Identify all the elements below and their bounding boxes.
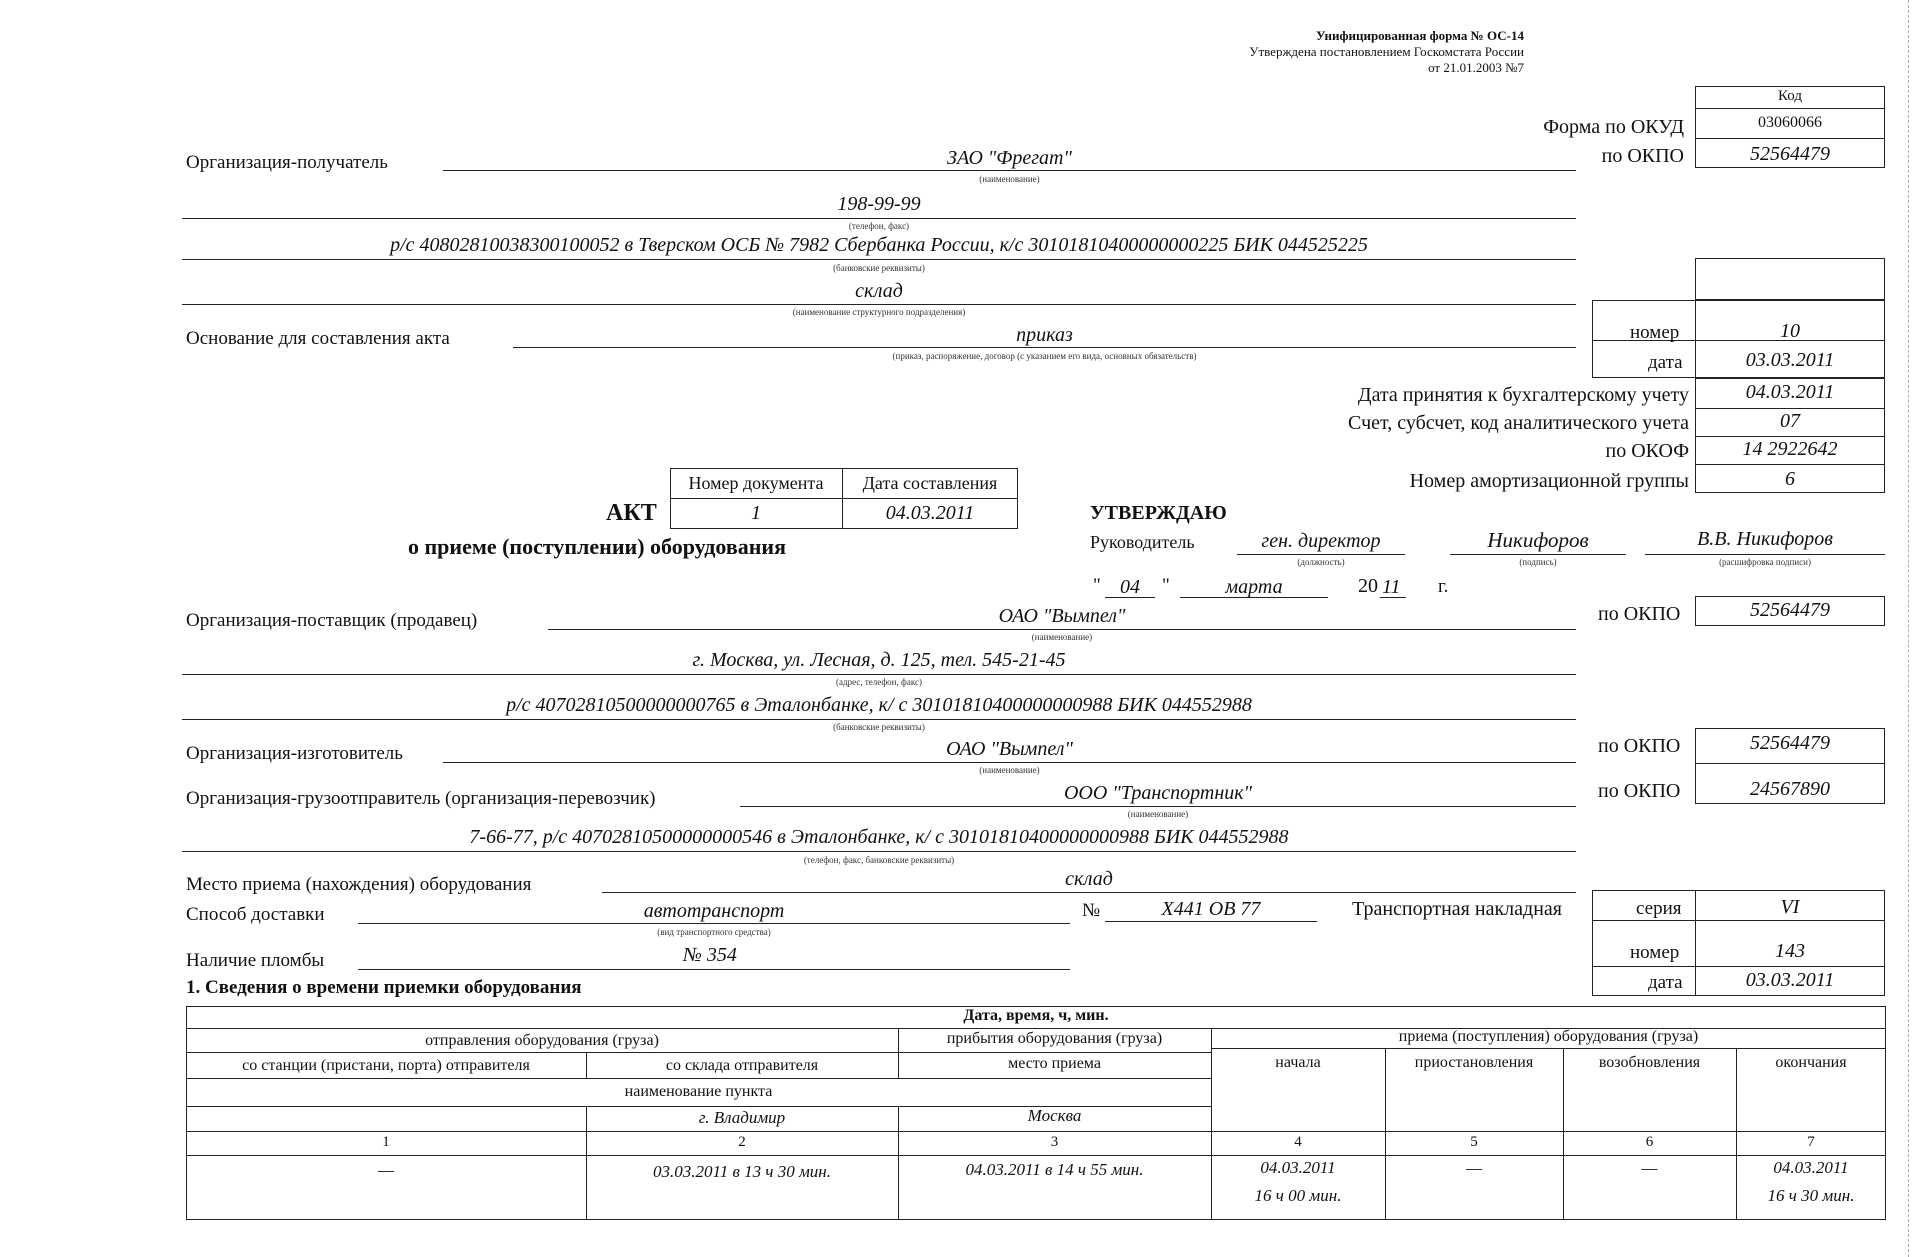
dispatch-header: отправления оборудования (груза): [425, 1032, 659, 1049]
shipper-name: ООО "Транспортник": [1063, 782, 1252, 804]
basis-nomer-label: номер: [1630, 322, 1680, 343]
supplier-address-caption: (адрес, телефон, факс): [836, 677, 922, 687]
approve-name-caption: (расшифровка подписи): [1719, 557, 1811, 567]
amort-label: Номер амортизационной группы: [1409, 470, 1689, 492]
manufacturer-okpo-label: по ОКПО: [1598, 735, 1681, 757]
row-c6: —: [1641, 1158, 1658, 1178]
recipient-name-caption: (наименование): [979, 174, 1040, 184]
manufacturer-name-caption: (наименование): [979, 765, 1040, 775]
recipient-unit: склад: [855, 280, 903, 302]
basis-label: Основание для составления акта: [186, 328, 450, 349]
row-c7-date: 04.03.2011: [1773, 1158, 1849, 1177]
section1-title: 1. Сведения о времени приемки оборудования: [186, 977, 582, 998]
form-header: [1249, 28, 1524, 76]
basis-data-label: дата: [1648, 352, 1683, 373]
col6-header: возобновления: [1598, 1054, 1701, 1071]
basis-caption: (приказ, распоряжение, договор (с указанием его вида, основных обязательств): [892, 351, 1197, 361]
manufacturer-label: Организация-изготовитель: [186, 743, 403, 764]
recipient-name: ЗАО "Фрегат": [947, 147, 1072, 169]
acc-date-value: 04.03.2011: [1745, 381, 1835, 403]
shipper-okpo-value: 24567890: [1750, 778, 1830, 800]
recipient-bank: р/с 40802810038300100052 в Тверском ОСБ № 7982 Сбербанка России, к/с 30101810400000000225 БИК 044525225: [390, 234, 1368, 256]
shipper-label: Организация-грузоотправитель (организация-перевозчик): [186, 788, 656, 809]
approve-name: В.В. Никифоров: [1697, 528, 1833, 550]
approve-position-caption: (должность): [1297, 557, 1345, 567]
basis-value: приказ: [1016, 324, 1073, 346]
seal-value: № 354: [683, 944, 737, 966]
supplier-bank: р/с 40702810500000000765 в Эталонбанке, к/ с 30101810400000000988 БИК 044552988: [506, 694, 1252, 716]
okof-label: по ОКОФ: [1605, 440, 1689, 462]
form-header-line2: Утверждена постановлением Госкомстата России: [1249, 44, 1524, 59]
date-quote-open: ": [1093, 575, 1101, 596]
place-label: Место приема (нахождения) оборудования: [186, 874, 532, 895]
recipient-label: Организация-получатель: [186, 152, 388, 173]
approve-role-label: Руководитель: [1090, 532, 1195, 552]
waybill-label: Транспортная накладная: [1352, 898, 1562, 920]
doc-num-value: 1: [751, 502, 761, 524]
amort-value: 6: [1785, 468, 1795, 490]
account-label: Счет, субсчет, код аналитического учета: [1348, 412, 1689, 434]
col-num-5: 5: [1470, 1134, 1478, 1150]
recipient-bank-caption: (банковские реквизиты): [833, 263, 925, 273]
waybill-series-value: VI: [1780, 896, 1800, 918]
supplier-name-caption: (наименование): [1031, 632, 1093, 642]
supplier-name: ОАО "Вымпел": [998, 605, 1126, 627]
acc-date-label: Дата принятия к бухгалтерскому учету: [1357, 384, 1689, 406]
col2-header: со склада отправителя: [665, 1057, 819, 1074]
row-c5: —: [1465, 1158, 1482, 1178]
col-num-7: 7: [1807, 1134, 1815, 1150]
codes-col-header: Код: [1778, 88, 1802, 104]
supplier-address: г. Москва, ул. Лесная, д. 125, тел. 545-21-45: [692, 649, 1066, 671]
form-header-line3: от 21.01.2003 №7: [1428, 60, 1524, 75]
doc-date-value: 04.03.2011: [885, 502, 975, 524]
approve-position: ген. директор: [1261, 530, 1381, 552]
manufacturer-name: ОАО "Вымпел": [946, 738, 1073, 760]
approve-year-suffix: 11: [1382, 576, 1401, 598]
okud-label: Форма по ОКУД: [1543, 116, 1684, 138]
form-header-line1: Унифицированная форма № ОС-14: [1316, 28, 1524, 43]
delivery-caption: (вид транспортного средства): [657, 927, 771, 937]
from-point: г. Владимир: [698, 1108, 786, 1127]
recipient-phone-caption: (телефон, факс): [848, 221, 910, 231]
manufacturer-okpo-value: 52564479: [1750, 732, 1830, 754]
shipper-okpo-label: по ОКПО: [1598, 780, 1681, 802]
act-title: АКТ: [606, 500, 657, 526]
supplier-okpo-value: 52564479: [1750, 599, 1830, 621]
approve-title: УТВЕРЖДАЮ: [1090, 502, 1227, 524]
approve-year-unit: г.: [1438, 576, 1449, 597]
col-num-3: 3: [1050, 1134, 1059, 1150]
basis-nomer-value: 10: [1780, 320, 1800, 342]
table-top-header: Дата, время, ч, мин.: [963, 1007, 1109, 1024]
account-value: 07: [1780, 410, 1800, 432]
okud-value: 03060066: [1758, 114, 1822, 131]
delivery-value: автотранспорт: [643, 900, 785, 922]
delivery-num-label: №: [1082, 900, 1101, 921]
doc-num-header: Номер документа: [688, 473, 824, 493]
waybill-series-label: серия: [1636, 898, 1682, 919]
shipper-details: 7-66-77, р/с 40702810500000000546 в Эталонбанке, к/ с 30101810400000000988 БИК 044552988: [469, 826, 1289, 848]
row-c3: 04.03.2011 в 14 ч 55 мин.: [965, 1160, 1144, 1179]
recipient-unit-caption: (наименование структурного подразделения): [792, 307, 966, 317]
approve-day: 04: [1120, 576, 1140, 598]
row-c2: 03.03.2011 в 13 ч 30 мин.: [652, 1162, 831, 1181]
place-value: склад: [1065, 868, 1113, 890]
basis-data-value: 03.03.2011: [1745, 349, 1835, 371]
col-num-4: 4: [1294, 1134, 1302, 1150]
supplier-okpo-label: по ОКПО: [1598, 603, 1681, 625]
date-quote-close: ": [1162, 575, 1170, 596]
col4-header: начала: [1275, 1054, 1321, 1071]
row-c1: —: [377, 1160, 394, 1180]
arrival-header: прибытия оборудования (груза): [946, 1030, 1163, 1047]
col-num-1: 1: [382, 1134, 390, 1150]
delivery-label: Способ доставки: [186, 904, 325, 925]
page-edge-line: [1908, 0, 1909, 1257]
approve-signature: Никифоров: [1487, 528, 1589, 552]
shipper-details-caption: (телефон, факс, банковские реквизиты): [803, 855, 955, 865]
point-name-header: наименование пункта: [624, 1083, 773, 1100]
receipt-header: приема (поступления) оборудования (груза): [1398, 1028, 1699, 1045]
row-c7-time: 16 ч 30 мин.: [1767, 1186, 1855, 1205]
doc-date-header: Дата составления: [862, 473, 998, 493]
shipper-name-caption: (наименование): [1127, 809, 1189, 819]
approve-month: марта: [1225, 576, 1283, 598]
col3-header: место приема: [1008, 1055, 1101, 1072]
okpo-value: 52564479: [1750, 143, 1830, 165]
col-num-6: 6: [1645, 1134, 1654, 1150]
codes-blank-box: [1695, 258, 1885, 300]
waybill-nomer-label: номер: [1630, 942, 1680, 963]
approve-year-prefix: 20: [1358, 575, 1378, 597]
col5-header: приостановления: [1414, 1054, 1534, 1071]
row-c4-date: 04.03.2011: [1260, 1158, 1336, 1177]
recipient-phone: 198-99-99: [837, 193, 921, 215]
col1-header: со станции (пристани, порта) отправителя: [242, 1057, 530, 1074]
waybill-nomer-value: 143: [1775, 940, 1805, 962]
col-num-2: 2: [738, 1134, 746, 1150]
supplier-bank-caption: (банковские реквизиты): [833, 722, 925, 732]
row-c4-time: 16 ч 00 мин.: [1254, 1186, 1342, 1205]
delivery-num-value: Х441 ОВ 77: [1161, 898, 1261, 920]
approve-signature-caption: (подпись): [1519, 557, 1557, 567]
act-subtitle: о приеме (поступлении) оборудования: [408, 534, 787, 559]
supplier-label: Организация-поставщик (продавец): [186, 610, 478, 631]
waybill-date-value: 03.03.2011: [1745, 969, 1835, 991]
col7-header: окончания: [1775, 1054, 1847, 1071]
to-point: Москва: [1027, 1106, 1082, 1125]
okof-value: 14 2922642: [1742, 438, 1838, 460]
waybill-date-label: дата: [1648, 972, 1683, 993]
seal-label: Наличие пломбы: [186, 950, 325, 971]
okpo-label: по ОКПО: [1601, 145, 1684, 167]
